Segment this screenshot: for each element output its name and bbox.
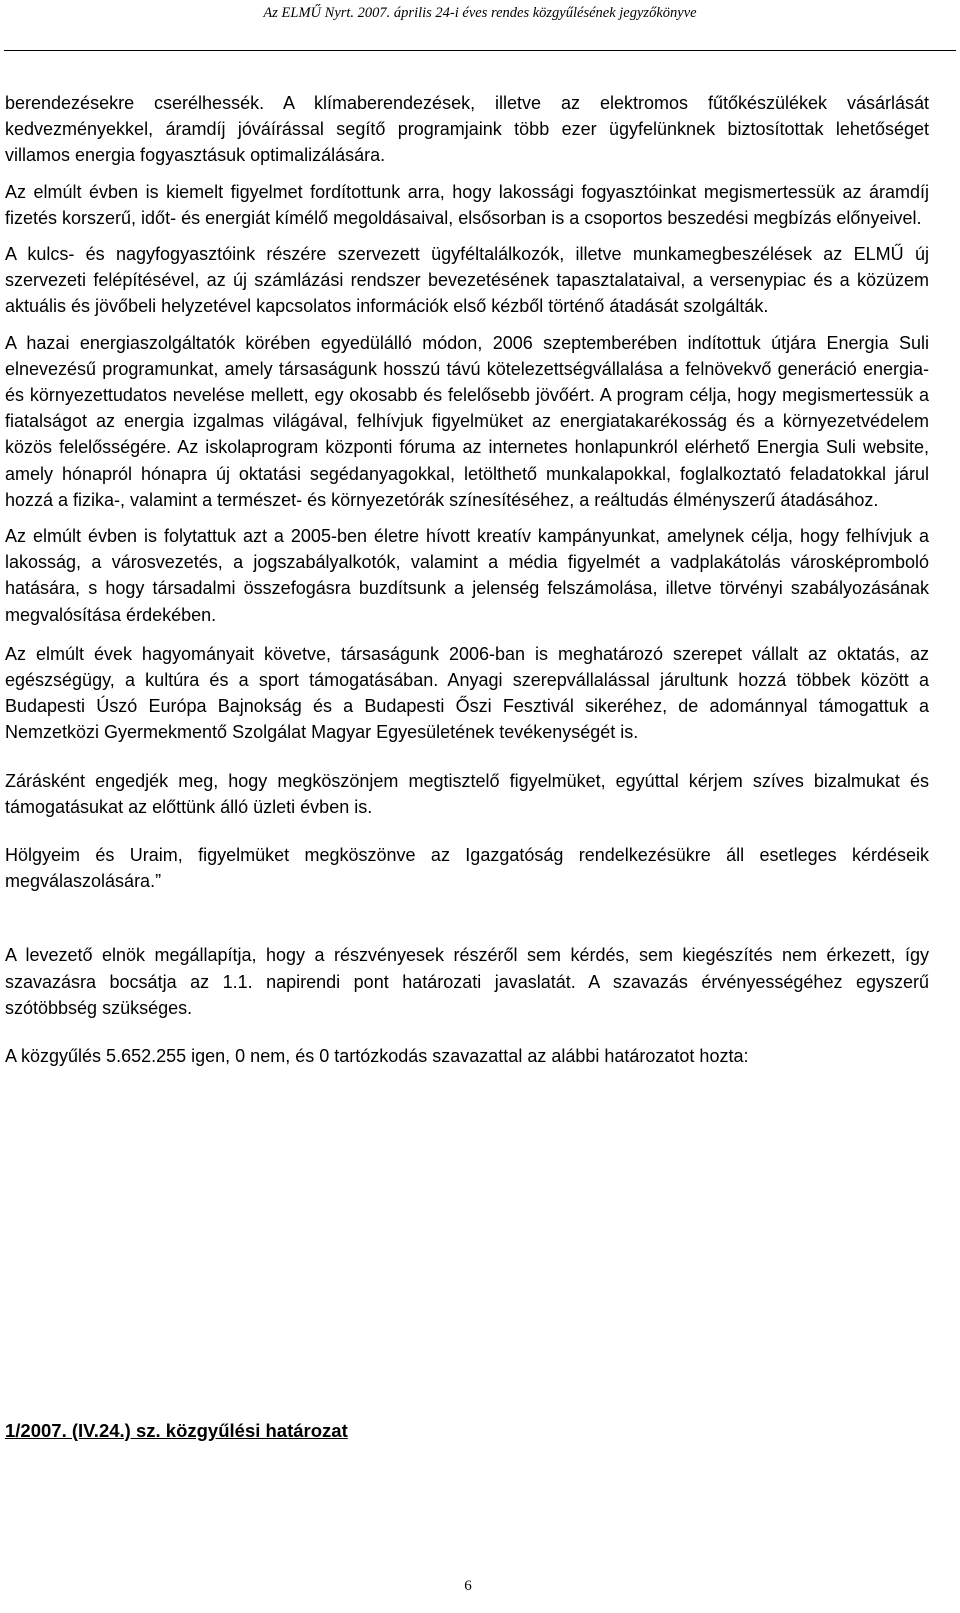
paragraph: Az elmúlt évek hagyományait követve, társaságunk 2006-ban is meghatározó szerepet vállalt az oktatás, az egészségügy, a kultúra és a sport támogatásában. Anyagi szerepvállalással járultunk hozzá többek között a Budapesti Úszó Európa Bajnokság és a Budapesti Őszi Fesztivál sikeréhez, de adománnyal támogattuk a Nemzetközi Gyermekmentő Szolgálat Magyar Egyesületének tevékenységét is. — [5, 643, 929, 743]
resolution-heading: 1/2007. (IV.24.) sz. közgyűlési határozat — [5, 1420, 348, 1441]
header-rule — [4, 50, 956, 51]
running-header: Az ELMŰ Nyrt. 2007. április 24-i éves rendes közgyűlésének jegyzőkönyve — [263, 5, 697, 21]
paragraph: A közgyűlés 5.652.255 igen, 0 nem, és 0 tartózkodás szavazattal az alábbi határozatot hozta: — [5, 1046, 749, 1067]
paragraph: A hazai energiaszolgáltatók körében egyedülálló módon, 2006 szeptemberében indítottuk útjára Energia Suli elnevezésű programunkat, amely társaságunk hosszú távú kötelezettségvállalása a felnövekvő generáció energia- és környezettudatos nevelése mellett, egy okosabb és felelősebb jövőért. A program célja, hogy megismertessük a fiatalságot az energia izgalmas világával, felhívjuk figyelmüket az energiatakarékosság és a környezetvédelem közös felelősségére. Az iskolaprogram központi fóruma az internetes honlapunkról elérhető Energia Suli website, amely hónapról hónapra új oktatási segédanyagokkal, letölthető munkalapokkal, foglalkoztató feladatokkal járul hozzá a fizika-, valamint a természet- és környezetórák színesítéséhez, a reáltudás élményszerű átadásához. — [5, 332, 929, 510]
paragraph: A kulcs- és nagyfogyasztóink részére szervezett ügyféltalálkozók, illetve munkamegbeszélések az ELMŰ új szervezeti felépítésével, az új számlázási rendszer bevezetésének tapasztalataival, a versenypiac és a közüzem aktuális és jövőbeli helyzetével kapcsolatos információk első kézből történő átadását szolgálták. — [5, 244, 929, 317]
paragraph: Az elmúlt évben is folytattuk azt a 2005-ben életre hívott kreatív kampányunkat, amelynek célja, hogy felhívjuk a lakosság, a városvezetés, a jogszabályalkotók, valamint a média figyelmét a vadplakátolás városképromboló hatására, s hogy társadalmi összefogásra buzdítsunk a jelenség felszámolása, illetve törvényi szabályozásának megvalósítása érdekében. — [5, 526, 929, 625]
paragraph: Hölgyeim és Uraim, figyelmüket megköszönve az Igazgatóság rendelkezésükre áll esetleges kérdéseik megválaszolására.” — [5, 845, 929, 892]
paragraph: berendezésekre cserélhessék. A klímaberendezések, illetve az elektromos fűtőkészülékek vásárlását kedvezményekkel, áramdíj jóváírással segítő programjaink több ezer ügyfelünknek biztosítottak lehetőséget villamos energia fogyasztásuk optimalizálására. — [5, 93, 929, 166]
body-text — [5, 90, 929, 1069]
paragraph: Az elmúlt évben is kiemelt figyelmet fordítottunk arra, hogy lakossági fogyasztóinkat megismertessük az áramdíj fizetés korszerű, időt- és energiát kímélő megoldásaival, elsősorban is a csoportos beszedési megbízás előnyeivel. — [5, 181, 929, 228]
page-number: 6 — [464, 1578, 472, 1594]
paragraph: A levezető elnök megállapítja, hogy a részvényesek részéről sem kérdés, sem kiegészítés nem érkezett, így szavazásra bocsátja az 1.1. napirendi pont határozati javaslatát. A szavazás érvényességéhez egyszerű szótöbbség szükséges. — [5, 945, 929, 1018]
paragraph: Zárásként engedjék meg, hogy megköszönjem megtisztelő figyelmüket, egyúttal kérjem szíves bizalmukat és támogatásukat az előttünk álló üzleti évben is. — [5, 770, 929, 817]
